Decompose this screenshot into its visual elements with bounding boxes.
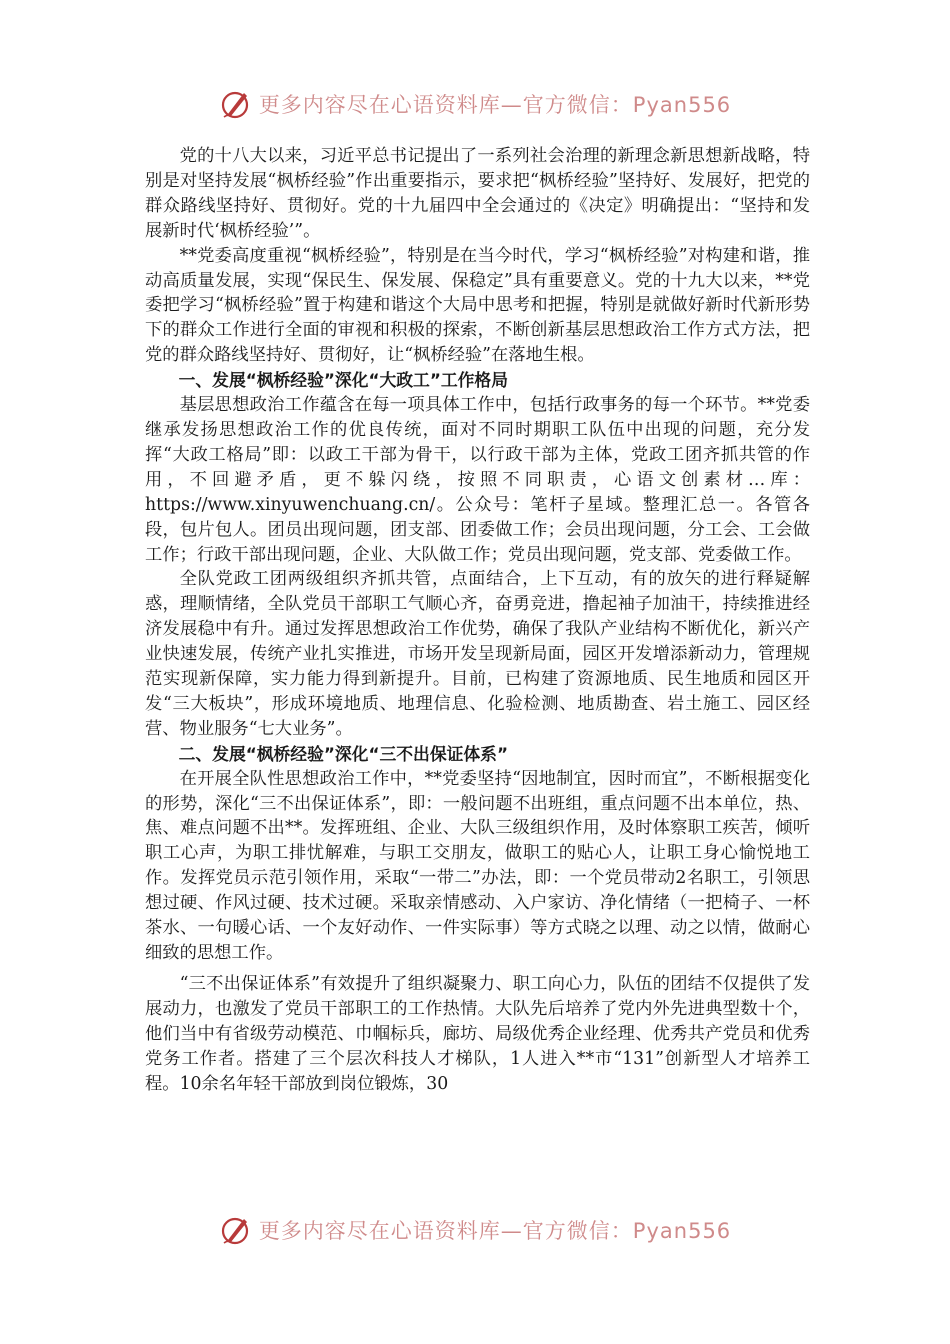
quill-pen-logo-icon (219, 1213, 253, 1247)
paragraph-intro: 党的十八大以来，习近平总书记提出了一系列社会治理的新理念新思想新战略，特别是对坚持发展“枫桥经验”作出重要指示，要求把“枫桥经验”坚持好、发展好，把党的群众路线坚持好、贯彻好。党的十九届四中全会通过的《决定》明确提出：“坚持和发展新时代‘枫桥经验’”。 (145, 146, 810, 241)
paragraph-results: “三不出保证体系”有效提升了组织凝聚力、职工向心力，队伍的团结不仅提供了发展动力，也激发了党员干部职工的工作热情。大队先后培养了党内外先进典型数十个，他们当中有省级劳动模范、巾帼标兵，廊坊、局级优秀企业经理、优秀共产党员和优秀党务工作者。搭建了三个层次科技人才梯队，1人进入**市“131”创新型人才培养工程。10余名年轻干部放到岗位锻炼，30 (145, 973, 810, 1094)
paragraph-joint-management: 全队党政工团两级组织齐抓共管，点面结合，上下互动，有的放矢的进行释疑解惑，理顺情绪，全队党员干部职工气顺心齐，奋勇竞进，撸起袖子加油干，持续推进经济发展稳中有升。通过发挥思想政治工作优势，确保了我队产业结构不断优化，新兴产业快速发展，传统产业扎实推进，市场开发呈现新局面，园区开发增添新动力，管理规范实现新保障，实力能力得到新提升。目前，已构建了资源地质、民生地质和园区开发“三大板块”，形成环境地质、地理信息、化验检测、地质勘查、岩土施工、园区经营、物业服务“七大业务”。 (145, 569, 810, 739)
header-banner (0, 84, 950, 124)
banner-text: 更多内容尽在心语资料库—官方微信：Pyan556 (258, 93, 732, 117)
document-body (145, 144, 810, 1096)
section-heading-2: 二、发展“枫桥经验”深化“三不出保证体系” (178, 743, 508, 764)
paragraph-three-no-system: 在开展全队性思想政治工作中，**党委坚持“因地制宜，因时而宜”，不断根据变化的形势，深化“三不出保证体系”，即：一般问题不出班组，重点问题不出本单位，热、焦、难点问题不出**。发挥班组、企业、大队三级组织作用，及时体察职工疾苦，倾听职工心声，为职工排忧解难，与职工交朋友，做职工的贴心人，让职工身心愉悦地工作。发挥党员示范引领作用，采取“一带二”办法，即：一个党员带动2名职工，引领思想过硬、作风过硬、技术过硬。采取亲情感动、入户家访、净化情绪（一把椅子、一杯茶水、一句暖心话、一个友好动作、一件实际事）等方式晓之以理、动之以情，做耐心细致的思想工作。 (145, 768, 810, 963)
banner-text: 更多内容尽在心语资料库—官方微信：Pyan556 (258, 1219, 732, 1243)
section-heading-1: 一、发展“枫桥经验”深化“大政工”工作格局 (178, 370, 508, 391)
paragraph-grassroots-work: 基层思想政治工作蕴含在每一项具体工作中，包括行政事务的每一个环节。**党委继承发扬思想政治工作的优良传统，面对不同时期职工队伍中出现的问题，充分发挥“大政工格局”即：以政工干部为骨干，以行政干部为主体，党政工团齐抓共管的作用，不回避矛盾，更不躲闪绕，按照不同职责，心语文创素材…库：https://www.xinyuwenchuang.cn/。公众号：笔杆子星域。整理汇总一。各管各段，包片包人。团员出现问题，团支部、团委做工作；会员出现问题，分工会、工会做工作；行政干部出现问题，企业、大队做工作；党员出现问题，党支部、党委做工作。 (145, 395, 810, 565)
quill-pen-logo-icon (219, 87, 253, 121)
footer-banner (0, 1210, 950, 1250)
paragraph-party-committee: **党委高度重视“枫桥经验”，特别是在当今时代，学习“枫桥经验”对构建和谐，推动高质量发展，实现“保民生、保发展、保稳定”具有重要意义。党的十九大以来，**党委把学习“枫桥经验”置于构建和谐这个大局中思考和把握，特别是就做好新时代新形势下的群众工作进行全面的审视和积极的探索，不断创新基层思想政治工作方式方法，把党的群众路线坚持好、贯彻好，让“枫桥经验”在落地生根。 (145, 245, 810, 366)
